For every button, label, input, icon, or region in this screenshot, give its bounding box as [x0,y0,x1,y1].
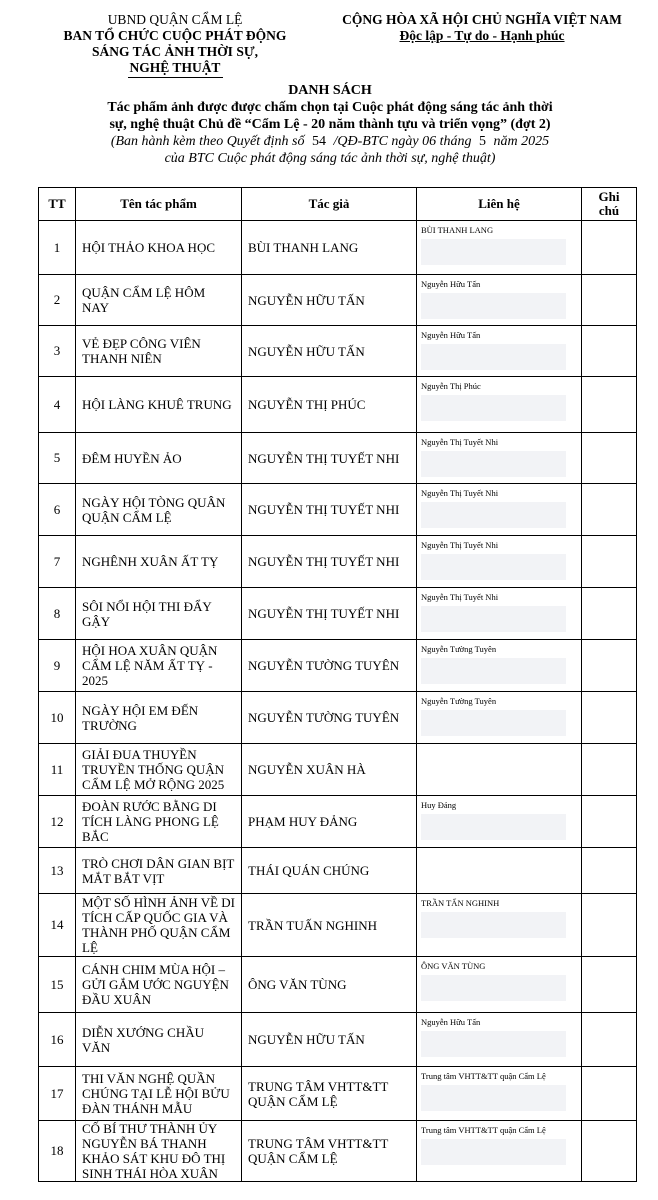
table-row [39,957,637,1013]
contact-cell [417,1067,582,1121]
row-number: 16 [39,1013,76,1067]
contact-name: Nguyễn Thị Tuyết Nhi [421,540,499,550]
work-name: MỘT SỐ HÌNH ẢNH VỀ DI TÍCH CẤP QUỐC GIA VÀ THÀNH PHỐ QUẬN CẨM LỆ [76,894,242,957]
author-name: NGUYỄN XUÂN HÀ [242,744,417,796]
contact-cell [417,377,582,433]
author-name: NGUYỄN TƯỜNG TUYÊN [242,692,417,744]
contact-name: Nguyễn Tường Tuyên [421,696,497,706]
row-number: 1 [39,221,76,275]
redacted-contact-info [421,554,566,580]
work-name: SÔI NỔI HỘI THI ĐẨY GẬY [76,588,242,640]
redacted-contact-info [421,710,566,736]
row-number: 12 [39,796,76,848]
contact-cell [417,1013,582,1067]
contact-cell [417,433,582,484]
note-cell [582,894,637,957]
document-header [0,12,658,82]
note-cell [582,1067,637,1121]
redacted-contact-info [421,658,566,684]
header-contact: Liên hệ [417,188,582,221]
note-cell [582,433,637,484]
header-note: Ghi chú [582,188,637,221]
author-name: TRUNG TÂM VHTT&TT QUẬN CẨM LỆ [242,1121,417,1182]
contact-cell [417,275,582,326]
contact-name: Nguyễn Thị Tuyết Nhi [421,437,499,447]
contact-cell [417,744,582,796]
work-name: NGÀY HỘI TÒNG QUÂN QUẬN CẨM LỆ [76,484,242,536]
contact-name: Nguyễn Hữu Tấn [421,279,481,289]
decision-suffix: năm 2025 [493,134,550,149]
contact-cell [417,326,582,377]
contact-name: Trung tâm VHTT&TT quận Cẩm Lệ [421,1071,546,1081]
works-table [38,187,637,1182]
contact-name: Nguyễn Thị Tuyết Nhi [421,592,499,602]
row-number: 2 [39,275,76,326]
header-tt: TT [39,188,76,221]
header-author: Tác giả [242,188,417,221]
redacted-contact-info [421,293,566,319]
note-cell [582,326,637,377]
work-name: CỐ BÍ THƯ THÀNH ỦY NGUYỄN BÁ THANH KHẢO SÁT KHU ĐÔ THỊ SINH THÁI HÒA XUÂN [76,1121,242,1182]
row-number: 6 [39,484,76,536]
row-number: 10 [39,692,76,744]
table-body [39,221,637,1182]
table-row [39,221,637,275]
author-name: NGUYỄN TƯỜNG TUYÊN [242,640,417,692]
national-title-block [312,12,652,44]
table-row [39,588,637,640]
work-name: ĐÊM HUYỀN ẢO [76,433,242,484]
table-row [39,640,637,692]
work-name: HỘI LÀNG KHUÊ TRUNG [76,377,242,433]
note-cell [582,640,637,692]
redacted-contact-info [421,975,566,1001]
work-name: DIỄN XƯỚNG CHẦU VĂN [76,1013,242,1067]
issuer-committee: BAN TỔ CHỨC CUỘC PHÁT ĐỘNG [63,28,287,43]
row-number: 7 [39,536,76,588]
work-name: HỘI THẢO KHOA HỌC [76,221,242,275]
contact-name: Huy Đảng [421,800,457,810]
document-subtitle-line1: Tác phẩm ảnh được được chấm chọn tại Cuộc phát động sáng tác ảnh thời [107,100,553,115]
document-heading: DANH SÁCH [288,83,372,98]
work-name: QUẬN CẨM LỆ HÔM NAY [76,275,242,326]
note-cell [582,1121,637,1182]
decision-issuer: của BTC Cuộc phát động sáng tác ảnh thời sự, nghệ thuật) [164,151,496,166]
decision-mid: /QĐ-BTC ngày 06 tháng [333,134,472,149]
issuer-committee-line3: NGHỆ THUẬT [129,60,221,75]
table-row [39,484,637,536]
note-cell [582,275,637,326]
redacted-contact-info [421,451,566,477]
author-name: THÁI QUÁN CHÚNG [242,848,417,894]
issuer-committee-line2: SÁNG TÁC ẢNH THỜI SỰ, [92,44,258,59]
row-number: 5 [39,433,76,484]
note-cell [582,377,637,433]
note-cell [582,484,637,536]
contact-cell [417,640,582,692]
table-row [39,1121,637,1182]
redacted-contact-info [421,239,566,265]
author-name: NGUYỄN HỮU TẤN [242,326,417,377]
redacted-contact-info [421,395,566,421]
table-row [39,692,637,744]
row-number: 9 [39,640,76,692]
work-name: ĐOÀN RƯỚC BẰNG DI TÍCH LÀNG PHONG LỆ BẮC [76,796,242,848]
row-number: 11 [39,744,76,796]
contact-cell [417,692,582,744]
contact-name: Nguyễn Thị Phúc [421,381,481,391]
row-number: 3 [39,326,76,377]
decision-number: 54 [311,134,326,149]
table-header-row [39,188,637,221]
redacted-contact-info [421,606,566,632]
redacted-contact-info [421,1139,566,1165]
contact-name: BÙI THANH LANG [421,225,494,235]
work-name: GIẢI ĐUA THUYỀN TRUYỀN THỐNG QUẬN CẨM LỆ MỞ RỘNG 2025 [76,744,242,796]
table-row [39,1013,637,1067]
contact-cell [417,536,582,588]
contact-cell [417,484,582,536]
author-name: NGUYỄN THỊ PHÚC [242,377,417,433]
author-name: NGUYỄN THỊ TUYẾT NHI [242,588,417,640]
contact-cell [417,796,582,848]
document-title-block [30,82,630,167]
redacted-contact-info [421,1031,566,1057]
author-name: NGUYỄN HỮU TẤN [242,275,417,326]
table-row [39,796,637,848]
note-cell [582,536,637,588]
row-number: 4 [39,377,76,433]
table-row [39,326,637,377]
contact-name: Nguyễn Hữu Tấn [421,1017,481,1027]
work-name: HỘI HOA XUÂN QUẬN CẨM LỆ NĂM ẤT TỴ - 2025 [76,640,242,692]
author-name: BÙI THANH LANG [242,221,417,275]
table-row [39,377,637,433]
redacted-contact-info [421,344,566,370]
note-cell [582,957,637,1013]
row-number: 15 [39,957,76,1013]
issuer-district: UBND QUẬN CẨM LỆ [107,12,243,27]
contact-cell [417,221,582,275]
row-number: 14 [39,894,76,957]
row-number: 17 [39,1067,76,1121]
contact-name: Nguyễn Hữu Tấn [421,330,481,340]
redacted-contact-info [421,912,566,938]
contact-cell [417,1121,582,1182]
contact-name: TRẦN TẤN NGHINH [421,898,500,908]
contact-cell [417,588,582,640]
work-name: TRÒ CHƠI DÂN GIAN BỊT MẮT BẮT VỊT [76,848,242,894]
table-row [39,1067,637,1121]
contact-cell [417,894,582,957]
work-name: NGÀY HỘI EM ĐẾN TRƯỜNG [76,692,242,744]
header-work-name: Tên tác phẩm [76,188,242,221]
note-cell [582,796,637,848]
contact-name: Trung tâm VHTT&TT quận Cẩm Lệ [421,1125,546,1135]
work-name: CÁNH CHIM MÙA HỘI – GỬI GẮM ƯỚC NGUYỆN ĐẦU XUÂN [76,957,242,1013]
note-cell [582,848,637,894]
table-row [39,275,637,326]
row-number: 13 [39,848,76,894]
author-name: NGUYỄN THỊ TUYẾT NHI [242,433,417,484]
redacted-contact-info [421,1085,566,1111]
note-cell [582,588,637,640]
issuer-underline [128,77,223,78]
author-name: NGUYỄN THỊ TUYẾT NHI [242,484,417,536]
decision-prefix: (Ban hành kèm theo Quyết định số [110,134,305,149]
issuer-block [40,12,310,78]
note-cell [582,744,637,796]
redacted-contact-info [421,814,566,840]
national-motto: Độc lập - Tự do - Hạnh phúc [399,28,565,43]
author-name: TRẦN TUẤN NGHINH [242,894,417,957]
document-subtitle-line2: sự, nghệ thuật Chủ đề “Cẩm Lệ - 20 năm thành tựu và triển vọng” (đợt 2) [109,117,551,132]
note-cell [582,692,637,744]
contact-name: Nguyễn Thị Tuyết Nhi [421,488,499,498]
author-name: NGUYỄN HỮU TẤN [242,1013,417,1067]
row-number: 18 [39,1121,76,1182]
author-name: TRUNG TÂM VHTT&TT QUẬN CẨM LỆ [242,1067,417,1121]
contact-cell [417,848,582,894]
work-name: VẺ ĐẸP CÔNG VIÊN THANH NIÊN [76,326,242,377]
note-cell [582,1013,637,1067]
contact-name: Nguyễn Tường Tuyên [421,644,497,654]
work-name: NGHÊNH XUÂN ẤT TỴ [76,536,242,588]
table-row [39,744,637,796]
work-name: THI VĂN NGHỆ QUẦN CHÚNG TẠI LỄ HỘI BỬU ĐÀN THÁNH MẪU [76,1067,242,1121]
row-number: 8 [39,588,76,640]
author-name: ÔNG VĂN TÙNG [242,957,417,1013]
table-row [39,848,637,894]
national-title: CỘNG HÒA XÃ HỘI CHỦ NGHĨA VIỆT NAM [342,12,622,27]
decision-month: 5 [479,134,487,149]
table-row [39,894,637,957]
decision-reference [30,133,630,150]
redacted-contact-info [421,502,566,528]
contact-cell [417,957,582,1013]
author-name: PHẠM HUY ĐẢNG [242,796,417,848]
author-name: NGUYỄN THỊ TUYẾT NHI [242,536,417,588]
note-cell [582,221,637,275]
contact-name: ÔNG VĂN TÙNG [421,961,486,971]
table-row [39,433,637,484]
table-row [39,536,637,588]
